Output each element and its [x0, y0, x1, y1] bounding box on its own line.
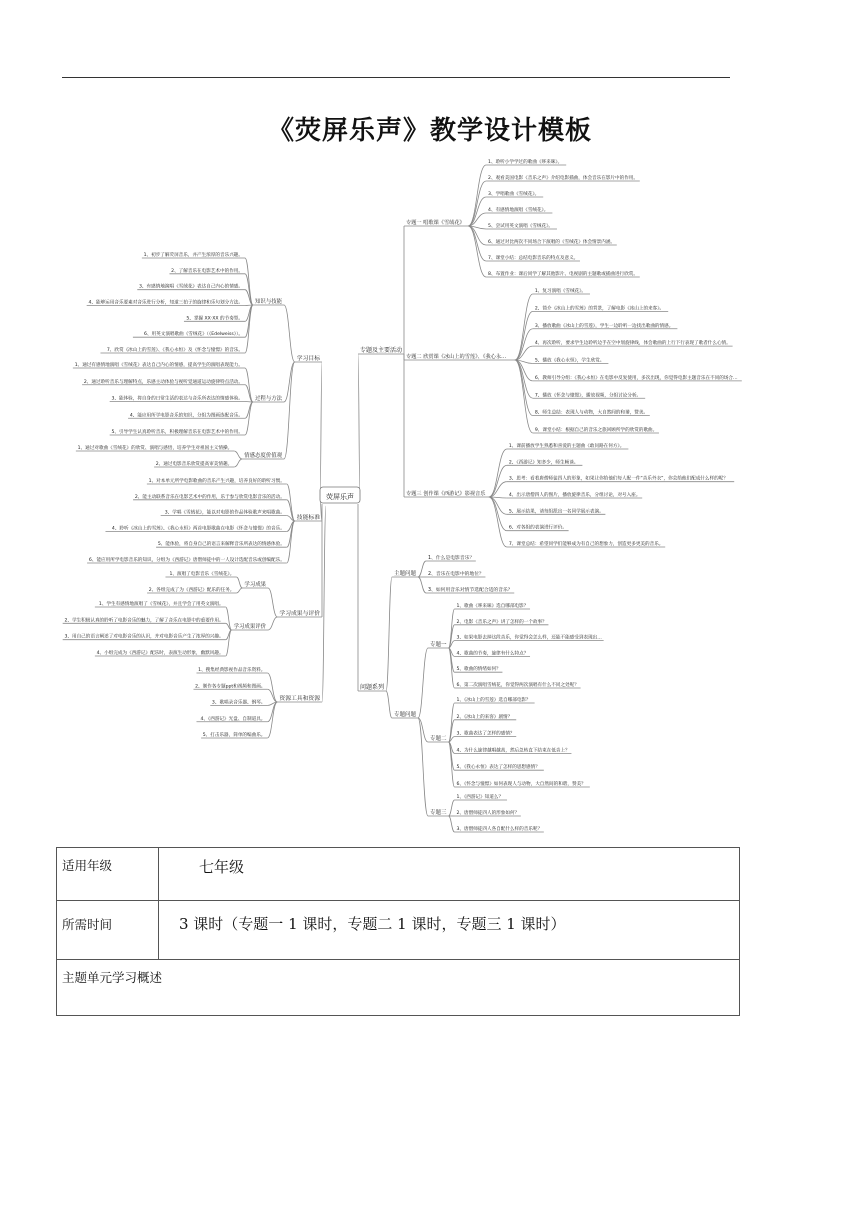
mindmap-topic: 专题三 创作课《西游记》影视音乐 — [406, 491, 486, 497]
mindmap-leaf: 2、制作各专题ppt和视频和图画。 — [195, 684, 266, 690]
connector-line — [236, 577, 242, 588]
mindmap-leaf: 1、什么是电影音乐？ — [428, 556, 475, 561]
mindmap-leaf: 2、了解音乐在电影艺术中的作用。 — [171, 268, 243, 274]
mindmap-leaf: 1、搜集经典影视作品音乐资料。 — [198, 668, 266, 673]
mindmap-leaf: 4、聆听《冰山上的雪莲》、《我心永恒》两首电影歌曲在电影《怀念与憧憬》的音乐。 — [111, 526, 285, 532]
mindmap-leaf: 2、各组完成了为《西游记》配乐的任务。 — [148, 588, 235, 593]
mindmap-leaf: 6、通过对比两次不同场合下演唱的《雪绒花》体会情景内涵。 — [488, 240, 616, 245]
mindmap-leaf: 1、复习演唱《雪绒花》。 — [534, 289, 587, 294]
mindmap-leaf: 6、用英文演唱歌曲《雪绒花》（《Edelweiss》）。 — [144, 332, 243, 338]
mindmap-leaf: 2、通过聆听音乐与理解特点，乐感主动体验与视听觉通道运动旋律特点活动。 — [83, 379, 243, 385]
mindmap-leaf: 3、学唱歌曲《雪绒花》。 — [488, 192, 540, 197]
mindmap-leaf: 2、唐僧师徒四人的形象如何？ — [456, 811, 520, 816]
connector-line — [234, 451, 242, 459]
connector-line — [287, 521, 295, 563]
mindmap-leaf: 4、小组完成为《西游记》配乐时，表演生动形象，幽默风趣。 — [96, 651, 224, 656]
mindmap-topic: 知识与技能 — [255, 299, 282, 305]
table-row — [57, 848, 740, 901]
connector-line — [418, 648, 428, 718]
mindmap-leaf: 3、歌曲表达了怎样的感情？ — [456, 731, 515, 737]
mindmap-leaf: 5、歌曲的情绪如何？ — [456, 667, 501, 673]
mindmap-leaf: 8、师生总结：表现人与动物，大自然间的和谐，赞美。 — [534, 410, 649, 416]
connector-line — [234, 459, 242, 467]
mindmap-leaf: 4、为什么旋律越唱越高，然后急转直下结束在低音上？ — [456, 748, 570, 754]
mindmap-leaf: 3、如何用音乐对情节选配合适的音乐？ — [428, 588, 513, 593]
mindmap-leaf: 3、思考：看着唐僧师徒四人的形象，如果让你给他们每人配一件“音乐外衣”，你会给他们配成什么样的呢？ — [508, 476, 728, 482]
mindmap-topic: 专题问题 — [394, 712, 417, 718]
mindmap-leaf: 1、对本单元所学电影歌曲的音乐产生兴趣，培养良好的聆听习惯。 — [148, 479, 285, 484]
connector-line — [358, 354, 360, 496]
connector-line — [515, 294, 533, 360]
mindmap-leaf: 7、播放《怀念与憧憬》，播放视频，分组讨论分析。 — [534, 393, 642, 399]
connector-line — [515, 360, 533, 398]
mindmap-leaf: 6、对各组的表演进行评价。 — [508, 525, 567, 531]
mindmap-leaf: 1、演唱了电影音乐《雪绒花》。 — [169, 572, 235, 577]
mindmap-leaf: 3、有感情地演唱《雪绒花》表达自己内心的情感。 — [139, 284, 243, 290]
mindmap-leaf: 3、唐僧师徒四人各自配什么样的音乐呢？ — [456, 827, 543, 832]
mindmap-topic: 专题二 欣赏课《冰山上的雪莲》、《我心永… — [406, 354, 507, 360]
page-title: 《荧屏乐声》教学设计模板 — [267, 116, 592, 146]
mindmap-leaf: 4、《西游记》光盘、自制道具。 — [200, 716, 266, 722]
mindmap-leaf: 5、尝试用英文演唱《雪绒花》。 — [488, 224, 553, 229]
overview-label: 主题单元学习概述 — [57, 960, 740, 1016]
mindmap-leaf: 1、《冰山上的雪莲》选自哪部电影？ — [456, 698, 531, 703]
grade-value: 七年级 — [159, 848, 740, 901]
connector-line — [468, 226, 486, 277]
connector-line — [449, 800, 455, 816]
connector-line — [386, 691, 392, 718]
mindmap-leaf: 1、课前播放学生熟悉和喜爱的主题曲《敢问路在何方》。 — [508, 444, 625, 449]
mindmap-leaf: 1、通过有感情地演唱《雪绒花》表达自己内心的情感，提高学生的演唱表现能力。 — [74, 363, 243, 368]
connector-line — [320, 362, 322, 496]
connector-line — [515, 360, 533, 416]
mindmap-leaf: 5、能体验，将自身自己的语言来解释音乐所表达的情感体验。 — [157, 542, 285, 548]
mindmap-subtopic: 专题三 — [430, 810, 447, 816]
mindmap-leaf: 2、电影《音乐之声》讲了怎样的一个故事？ — [456, 619, 547, 625]
connector-line — [322, 506, 326, 702]
table-row — [57, 960, 740, 1016]
mindmap-leaf: 4、能应用所学电影音乐的知识，分组为图画选配音乐。 — [129, 413, 243, 419]
mind-map — [0, 150, 860, 840]
mindmap-leaf: 5、打击乐器，简单的编曲乐。 — [202, 733, 266, 738]
header-rule — [62, 77, 730, 78]
mindmap-topic: 主题问题 — [394, 571, 417, 577]
mindmap-leaf: 1、聆听小学学过的歌曲《哆来咪》。 — [488, 160, 563, 165]
connector-line — [267, 673, 277, 702]
mindmap-leaf: 2、能主动联系音乐在电影艺术中的作用，乐于参与欣赏电影音乐的活动。 — [134, 494, 285, 500]
info-table — [56, 847, 740, 1016]
mindmap-leaf: 1、歌曲《哆来咪》选自哪部电影？ — [456, 604, 529, 609]
mindmap-branch: 问题系列 — [360, 684, 385, 691]
connector-line — [267, 702, 277, 738]
mindmap-leaf: 2、简介《冰山上的雪莲》的背景，了解电影《冰山上的来客》。 — [534, 306, 665, 312]
mindmap-branch: 资源工具和资源 — [279, 696, 320, 702]
mindmap-leaf: 7、课堂总结：希望同学们能够成为有自己的想象力，创造更多更美的音乐。 — [508, 542, 664, 547]
mindmap-leaf: 7、课堂小结：总结电影音乐的特点及意义。 — [488, 256, 579, 261]
mindmap-center-label: 荧屏乐声 — [326, 493, 354, 501]
connector-line — [449, 648, 455, 688]
mindmap-leaf: 1、《西游记》知道么？ — [456, 795, 504, 800]
mindmap-leaf: 3、如果电影去掉这段音乐，你觉得会怎么样，还能不能感受到表现出… — [456, 635, 602, 641]
time-value: 3 课时（专题一 1 课时，专题二 1 课时，专题三 1 课时） — [159, 901, 740, 960]
mindmap-leaf: 9、课堂小结：根据自己的音乐之旅回顾所学的欣赏的歌曲。 — [534, 428, 658, 433]
connector-line — [236, 588, 242, 593]
mindmap-topic: 学习成果 — [244, 582, 266, 588]
connector-line — [418, 577, 426, 593]
mindmap-leaf: 4、出示唐僧四人的图片，播放旋律音乐，分组讨论，对号入座。 — [508, 493, 641, 498]
connector-line — [284, 305, 295, 362]
mindmap-leaf: 2、音乐在电影中的地位？ — [428, 572, 484, 577]
mindmap-leaf: 3、歌唱录音乐器、钢琴。 — [211, 700, 266, 706]
mindmap-topic: 过程与方法 — [255, 396, 282, 402]
connector-line — [449, 703, 455, 742]
connector-line — [468, 226, 486, 261]
mindmap-leaf: 5、引导学生认真聆听音乐，积极理解音乐在电影艺术中的作用。 — [111, 430, 243, 435]
mindmap-leaf: 5、掌握 XX·XX 的节奏型。 — [186, 316, 243, 322]
mindmap-leaf: 8、布置作业：课后同学了解其他影片、电视剧的主题歌或插曲进行欣赏。 — [488, 272, 638, 277]
mindmap-leaf: 6、教师引导分组：《我心永恒》在电影中反复使用，多次出现，你觉得电影主题音乐在不同的场合… — [534, 375, 738, 381]
time-label: 所需时间 — [57, 901, 159, 960]
mindmap-branch: 学习目标 — [296, 356, 320, 362]
mindmap-leaf: 2、通过电影音乐欣赏提高审美情趣。 — [155, 462, 233, 467]
mindmap-leaf: 4、能够运用音乐要素对音乐进行分析，知道三拍子的旋律和乐句划分方法。 — [88, 300, 243, 306]
mindmap-leaf: 6、第二次演唱雪绒花，你觉得两次演唱有什么不同之处呢？ — [456, 683, 579, 688]
mindmap-leaf: 5、《我心永恒》表达了怎样的思想感情？ — [456, 765, 540, 771]
mindmap-leaf: 2、观看美国电影《音乐之声》介绍电影插曲，体会音乐在影片中的作用。 — [488, 176, 638, 181]
mindmap-branch: 技能标准 — [296, 515, 320, 521]
mindmap-leaf: 2、学生积极认真的聆听了电影音乐的魅力，了解了音乐在电影中的重要作用。 — [64, 618, 224, 624]
grade-label: 适用年级 — [57, 848, 159, 901]
mindmap-topic: 情感态度价值观 — [244, 453, 282, 459]
mindmap-leaf: 1、初步了解荧屏音乐，并产生浓厚的音乐兴趣。 — [143, 253, 243, 258]
connector-line — [449, 816, 455, 832]
mindmap-leaf: 3、学唱《雪绒花》，能以对电影的作品体验歌声来唱歌曲。 — [164, 510, 285, 516]
mindmap-subtopic: 专题一 — [430, 642, 447, 648]
connector-line — [268, 617, 277, 630]
mindmap-leaf: 5、展示结果，请每组派出一名同学展示表演。 — [508, 509, 604, 515]
mindmap-leaf: 4、有感情地演唱《雪绒花》。 — [488, 208, 549, 213]
mindmap-leaf: 4、歌曲的节奏，旋律有什么特点？ — [456, 651, 529, 657]
connector-line — [468, 197, 486, 226]
mindmap-leaf: 3、用自己的语言阐述了对电影音乐的认识，并对电影音乐产生了浓厚的兴趣。 — [64, 634, 224, 640]
table-row — [57, 901, 740, 960]
connector-line — [418, 561, 426, 577]
connector-line — [418, 718, 428, 816]
mindmap-subtopic: 专题二 — [430, 736, 447, 742]
mindmap-leaf: 1、学生有感情地演唱了《雪绒花》，并且学会了用英文演唱。 — [98, 602, 224, 607]
connector-line — [386, 577, 392, 691]
connector-line — [468, 165, 486, 226]
connector-line — [489, 497, 507, 514]
mindmap-leaf: 7、欣赏《冰山上的雪莲》、《我心永恒》及《怀念与憧憬》的音乐。 — [106, 348, 243, 353]
mindmap-leaf: 6、能应用所学电影音乐的知识，分组为《西游记》唐僧师徒中的一人设计选配音乐或创编配乐。 — [88, 558, 285, 563]
mindmap-branch: 专题及主要活动 — [360, 347, 403, 354]
connector-line — [515, 329, 533, 360]
mindmap-leaf: 2、《西游记》知多少，师生畅谈。 — [508, 460, 579, 466]
connector-line — [245, 402, 253, 435]
mindmap-leaf: 2、《冰山上的来客》剧情？ — [456, 714, 513, 720]
mindmap-topic: 专题一 唱歌课《雪绒花》 — [406, 220, 465, 226]
connector-line — [449, 609, 455, 648]
mindmap-leaf: 1、通过对歌曲《雪绒花》的欣赏、演唱与感悟，培养学生对祖国主义情操。 — [77, 446, 233, 451]
connector-line — [268, 588, 277, 617]
mindmap-leaf: 3、播放歌曲《冰山上的雪莲》，学生一边聆听一边找出歌曲的情感。 — [534, 323, 674, 329]
mindmap-leaf: 4、再次聆听，要求学生边聆听边手在空中划旋律线，体会歌曲的上行下行表现了歌者什么心情。 — [534, 341, 731, 347]
connector-line — [489, 465, 507, 497]
mindmap-leaf: 5、播放《我心永恒》，学生欣赏。 — [534, 358, 605, 364]
mindmap-branch: 学习成果与评价 — [279, 611, 320, 617]
connector-line — [284, 362, 295, 402]
mindmap-leaf: 6、《怀念与憧憬》如何表现人与动物，大自然间的和谐，赞美？ — [456, 782, 586, 787]
connector-line — [284, 362, 295, 459]
mindmap-topic: 学习成果评价 — [233, 624, 266, 630]
connector-line — [489, 497, 507, 547]
mindmap-leaf: 3、能体验，将自身的日常生活的表达与音乐所表达的情感体验。 — [111, 396, 243, 402]
